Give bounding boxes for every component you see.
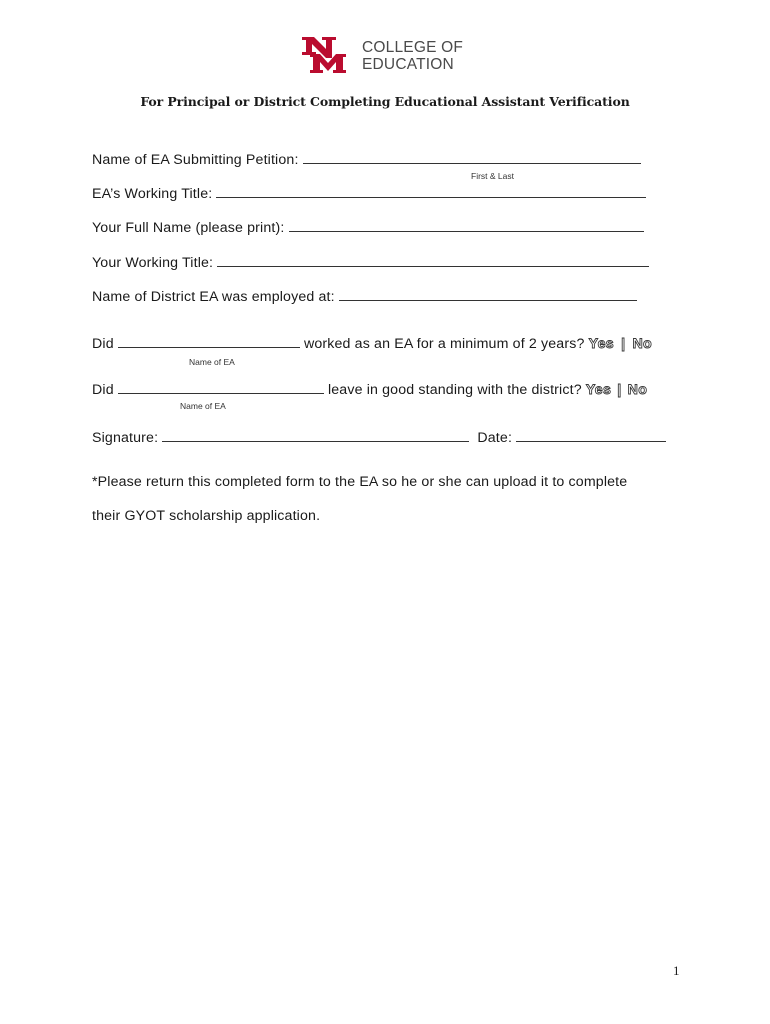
full-name-row	[92, 217, 644, 236]
q2-text: leave in good standing with the district?	[327, 382, 582, 398]
q2-yes-option[interactable]: Yes	[585, 382, 612, 398]
logo-line-2: EDUCATION	[362, 56, 454, 73]
logo-wordmark	[362, 39, 463, 73]
district-label: Name of District EA was employed at:	[92, 289, 335, 305]
ea-title-field[interactable]	[216, 183, 646, 198]
q2-hint: Name of EA	[180, 401, 226, 411]
full-name-field[interactable]	[289, 217, 644, 232]
ea-name-label: Name of EA Submitting Petition:	[92, 152, 299, 168]
college-logo	[300, 37, 475, 77]
note-line-1: *Please return this completed form to the EA so he or she can upload it to complete	[92, 474, 628, 490]
district-field[interactable]	[339, 286, 637, 301]
ea-title-row	[92, 183, 646, 202]
working-title-row	[92, 252, 649, 271]
q2-separator: |	[617, 382, 622, 398]
working-title-field[interactable]	[217, 252, 649, 267]
q2-no-option[interactable]: No	[627, 382, 648, 398]
q1-hint: Name of EA	[189, 357, 235, 367]
q1-prefix: Did	[92, 336, 114, 352]
q1-text: worked as an EA for a minimum of 2 years?	[303, 336, 585, 352]
date-label: Date:	[477, 430, 513, 446]
signature-row	[92, 427, 666, 446]
note-line-2: their GYOT scholarship application.	[92, 508, 321, 524]
logo-line-1: COLLEGE OF	[362, 39, 464, 56]
page-number: 1	[673, 963, 680, 978]
ea-name-row	[92, 149, 641, 168]
q1-yes-option[interactable]: Yes	[588, 336, 614, 352]
full-name-label: Your Full Name (please print):	[92, 220, 285, 236]
ea-name-field[interactable]	[303, 149, 641, 164]
signature-label: Signature:	[92, 430, 159, 446]
q2-ea-name-field[interactable]	[118, 379, 324, 394]
unm-logo-icon	[300, 37, 356, 74]
question-1-row	[92, 333, 652, 352]
q1-separator: |	[621, 336, 626, 352]
q1-no-option[interactable]: No	[632, 336, 652, 352]
ea-name-hint: First & Last	[471, 171, 514, 181]
form-title: For Principal or District Completing Educational Assistant Verification	[140, 94, 630, 109]
ea-title-label: EA’s Working Title:	[92, 186, 213, 202]
q2-prefix: Did	[92, 382, 114, 398]
question-2-row	[92, 379, 647, 398]
q1-ea-name-field[interactable]	[118, 333, 300, 348]
signature-field[interactable]	[162, 427, 469, 442]
date-field[interactable]	[516, 427, 666, 442]
district-row	[92, 286, 637, 305]
working-title-label: Your Working Title:	[92, 255, 214, 271]
